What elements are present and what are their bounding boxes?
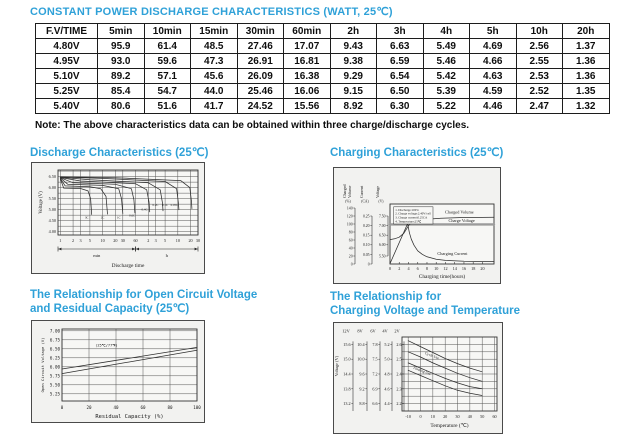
svg-text:0.05C: 0.05C: [170, 202, 179, 207]
svg-text:8.8: 8.8: [359, 401, 365, 407]
table-cell: 4.69: [470, 39, 517, 54]
svg-text:14.4: 14.4: [343, 371, 351, 377]
table-cell: 2.55: [516, 54, 563, 69]
discharge-chart-panel: [31, 162, 205, 274]
svg-text:4.4: 4.4: [384, 401, 390, 407]
svg-text:-10: -10: [405, 414, 411, 419]
svg-text:10.0: 10.0: [357, 356, 365, 362]
svg-text:Charging time(hours): Charging time(hours): [418, 274, 466, 280]
svg-text:3. Charge current:0.25CA: 3. Charge current:0.25CA: [395, 215, 428, 220]
table-cell: 5.22: [423, 99, 470, 114]
svg-text:14: 14: [452, 266, 457, 271]
table-cell: 17.07: [284, 39, 331, 54]
svg-text:6.75: 6.75: [49, 337, 60, 343]
svg-text:Current: Current: [359, 185, 364, 198]
svg-text:10.4: 10.4: [357, 341, 365, 347]
table-cell: 26.09: [237, 69, 284, 84]
svg-text:min: min: [93, 253, 101, 258]
svg-text:7.2: 7.2: [372, 371, 378, 377]
svg-text:5.50: 5.50: [49, 382, 60, 388]
section-title-ocv-line2: and Residual Capacity (25℃): [30, 303, 190, 315]
svg-text:0: 0: [419, 414, 422, 419]
svg-text:20: 20: [443, 414, 448, 419]
table-cell: 5.39: [423, 84, 470, 99]
table-cell: 2.47: [516, 99, 563, 114]
temp-chart-svg: [334, 323, 502, 433]
svg-text:20: 20: [188, 238, 193, 243]
svg-text:Voltage (V): Voltage (V): [334, 355, 339, 377]
table-cell: 24.52: [237, 99, 284, 114]
table-cell: 25.46: [237, 84, 284, 99]
svg-text:10: 10: [100, 238, 105, 243]
table-cell: 4.46: [470, 99, 517, 114]
svg-text:15.6: 15.6: [343, 341, 351, 347]
svg-text:Open Circuit Voltage (V): Open Circuit Voltage (V): [40, 337, 45, 393]
section-title-ocv-line1: The Relationship for Open Circuit Voltage: [30, 289, 258, 301]
svg-text:10: 10: [434, 266, 439, 271]
table-header-cell: 5min: [98, 24, 145, 39]
table-cell: 2.53: [516, 69, 563, 84]
svg-text:9.6: 9.6: [359, 371, 365, 377]
svg-text:(25℃/77℉): (25℃/77℉): [95, 343, 118, 348]
table-cell: 59.6: [144, 54, 191, 69]
table-note: Note: The above characteristics data can be obtained within three charge/discharge cycles.: [35, 120, 470, 131]
svg-text:7.5: 7.5: [372, 356, 378, 362]
svg-text:2: 2: [147, 238, 150, 243]
svg-text:5.25: 5.25: [49, 391, 60, 397]
table-header-cell: 3h: [377, 24, 424, 39]
table-cell: 61.4: [144, 39, 191, 54]
table-cell: 5.49: [423, 39, 470, 54]
table-header-cell: F.V/TIME: [36, 24, 98, 39]
svg-text:0.1C: 0.1C: [162, 202, 169, 207]
table-cell: 1.32: [563, 99, 610, 114]
svg-text:2.2: 2.2: [396, 401, 402, 407]
svg-text:6.00: 6.00: [49, 364, 60, 370]
svg-text:120: 120: [346, 214, 353, 219]
svg-text:0: 0: [350, 262, 353, 267]
ocv-chart-panel: [31, 320, 205, 423]
table-cell: 9.29: [330, 69, 377, 84]
svg-text:(CA): (CA): [361, 199, 369, 204]
table-row: [36, 99, 610, 114]
table-cell: 2.56: [516, 39, 563, 54]
svg-text:Cycle Use: Cycle Use: [424, 351, 440, 361]
ocv-chart-svg: [32, 321, 204, 422]
svg-text:20: 20: [113, 238, 118, 243]
section-title-charging: Charging Characteristics (25℃): [330, 147, 504, 159]
table-cell: 9.43: [330, 39, 377, 54]
svg-text:Charging Current: Charging Current: [437, 250, 468, 256]
table-cell: 2.52: [516, 84, 563, 99]
svg-text:80: 80: [348, 230, 353, 235]
svg-text:100: 100: [346, 222, 353, 227]
svg-text:15.0: 15.0: [343, 356, 351, 362]
svg-text:6.50: 6.50: [48, 174, 56, 180]
svg-text:7.50: 7.50: [378, 214, 386, 219]
table-header-cell: 20h: [563, 24, 610, 39]
svg-text:Temperature (℃): Temperature (℃): [430, 423, 469, 429]
table-cell: 51.6: [144, 99, 191, 114]
svg-text:2.5: 2.5: [396, 356, 402, 362]
svg-text:0.20: 0.20: [362, 224, 370, 228]
svg-text:2.6: 2.6: [396, 341, 402, 347]
svg-text:1: 1: [59, 238, 62, 243]
svg-text:6.50: 6.50: [49, 346, 60, 352]
svg-text:20: 20: [480, 266, 485, 271]
table-cell: 6.63: [377, 39, 424, 54]
svg-text:5.2: 5.2: [384, 341, 390, 347]
svg-text:4.50: 4.50: [48, 218, 56, 224]
svg-text:Floating Use: Floating Use: [412, 365, 432, 377]
page-title: CONSTANT POWER DISCHARGE CHARACTERISTICS (WATT, 25℃): [30, 6, 393, 18]
table-header-cell: 5h: [470, 24, 517, 39]
svg-text:Charged: Charged: [342, 184, 347, 198]
table-header-cell: 10min: [144, 24, 191, 39]
svg-text:12: 12: [443, 266, 448, 271]
charging-chart-panel: [333, 167, 501, 284]
svg-text:7.00: 7.00: [49, 328, 60, 334]
svg-text:0.05: 0.05: [362, 252, 370, 257]
svg-text:Volume: Volume: [347, 185, 352, 198]
table-header-cell: 4h: [423, 24, 470, 39]
svg-text:8: 8: [425, 266, 429, 271]
svg-text:60: 60: [348, 238, 353, 243]
svg-text:6.6: 6.6: [372, 401, 378, 407]
svg-text:9.2: 9.2: [359, 386, 365, 392]
svg-text:5.00: 5.00: [48, 207, 56, 213]
svg-text:16: 16: [461, 266, 467, 271]
svg-text:30: 30: [195, 238, 201, 243]
table-cell: 1.36: [563, 69, 610, 84]
table-cell: 4.95V: [36, 54, 98, 69]
table-header-cell: 2h: [330, 24, 377, 39]
table-cell: 6.59: [377, 54, 424, 69]
table-cell: 8.92: [330, 99, 377, 114]
table-cell: 16.06: [284, 84, 331, 99]
table-row: [36, 69, 610, 84]
svg-text:6: 6: [416, 266, 419, 271]
discharge-chart-svg: [32, 163, 204, 273]
table-cell: 47.3: [191, 54, 238, 69]
svg-text:8V: 8V: [357, 328, 363, 334]
svg-text:18: 18: [471, 266, 476, 271]
svg-text:100: 100: [193, 405, 201, 410]
table-cell: 85.4: [98, 84, 145, 99]
svg-text:13.8: 13.8: [343, 386, 351, 392]
svg-text:6V: 6V: [370, 328, 376, 334]
table-cell: 6.30: [377, 99, 424, 114]
svg-text:Discharge time: Discharge time: [111, 263, 145, 269]
section-title-discharge: Discharge Characteristics (25℃): [30, 147, 209, 159]
svg-text:140: 140: [346, 206, 353, 211]
svg-text:2: 2: [398, 266, 401, 271]
svg-text:0.6C: 0.6C: [129, 213, 136, 218]
table-cell: 16.38: [284, 69, 331, 84]
table-cell: 9.15: [330, 84, 377, 99]
svg-text:(V): (V): [378, 199, 384, 204]
svg-text:Charged Volume: Charged Volume: [444, 209, 474, 215]
svg-text:3: 3: [79, 238, 82, 243]
table-header-row: [36, 24, 610, 39]
svg-text:5: 5: [88, 238, 91, 243]
svg-text:6.00: 6.00: [378, 243, 386, 248]
svg-text:80: 80: [167, 405, 173, 410]
svg-text:3C: 3C: [84, 215, 89, 220]
table-cell: 57.1: [144, 69, 191, 84]
table-cell: 48.5: [191, 39, 238, 54]
svg-text:4V: 4V: [382, 328, 388, 334]
table-cell: 4.59: [470, 84, 517, 99]
svg-text:4.6: 4.6: [384, 386, 390, 392]
svg-text:2. Charge voltage:2.40V/cell: 2. Charge voltage:2.40V/cell: [395, 211, 431, 216]
table-cell: 1.37: [563, 39, 610, 54]
svg-text:7.8: 7.8: [372, 341, 378, 347]
svg-text:40: 40: [348, 246, 353, 251]
section-title-temp-line1: The Relationship for: [330, 291, 442, 303]
svg-text:30: 30: [120, 238, 125, 243]
table-cell: 4.66: [470, 54, 517, 69]
table-cell: 5.10V: [36, 69, 98, 84]
table-cell: 80.6: [98, 99, 145, 114]
svg-text:13.2: 13.2: [343, 401, 351, 407]
table-header-cell: 60min: [284, 24, 331, 39]
svg-text:60: 60: [492, 414, 497, 419]
table-cell: 5.40V: [36, 99, 98, 114]
svg-text:0: 0: [388, 266, 392, 271]
svg-text:5.0: 5.0: [384, 356, 390, 362]
table-cell: 41.7: [191, 99, 238, 114]
svg-text:20: 20: [348, 254, 353, 259]
svg-text:60: 60: [140, 405, 146, 410]
svg-text:0.2C: 0.2C: [152, 202, 159, 207]
svg-text:(%): (%): [345, 199, 351, 204]
svg-text:6.50: 6.50: [378, 233, 386, 238]
svg-text:0.15: 0.15: [362, 233, 370, 238]
section-title-temp-line2: Charging Voltage and Temperature: [330, 305, 520, 317]
svg-text:Voltage: Voltage: [375, 185, 380, 198]
table-cell: 5.25V: [36, 84, 98, 99]
svg-text:4.8: 4.8: [384, 371, 390, 377]
table-cell: 16.81: [284, 54, 331, 69]
table-cell: 15.56: [284, 99, 331, 114]
svg-text:40: 40: [113, 405, 119, 410]
section-title-ocv: [30, 288, 257, 316]
table-row: [36, 39, 610, 54]
svg-text:12V: 12V: [342, 328, 350, 334]
table-cell: 44.0: [191, 84, 238, 99]
discharge-table: [35, 23, 610, 114]
svg-text:7.00: 7.00: [378, 224, 386, 228]
svg-text:10: 10: [175, 238, 180, 243]
svg-text:3: 3: [154, 238, 157, 243]
svg-text:0.4C: 0.4C: [141, 207, 148, 212]
table-cell: 1.35: [563, 84, 610, 99]
table-cell: 4.63: [470, 69, 517, 84]
table-header-cell: 30min: [237, 24, 284, 39]
table-cell: 6.54: [377, 69, 424, 84]
section-title-temp: [330, 290, 520, 318]
table-cell: 93.0: [98, 54, 145, 69]
svg-text:2: 2: [72, 238, 75, 243]
table-cell: 1.36: [563, 54, 610, 69]
table-header-cell: 15min: [191, 24, 238, 39]
svg-text:2.3: 2.3: [396, 386, 402, 392]
table-cell: 6.50: [377, 84, 424, 99]
table-cell: 95.9: [98, 39, 145, 54]
table-row: [36, 54, 610, 69]
svg-text:2C: 2C: [100, 215, 105, 220]
table-cell: 45.6: [191, 69, 238, 84]
table-cell: 4.80V: [36, 39, 98, 54]
svg-text:0: 0: [60, 405, 64, 410]
svg-text:2.4: 2.4: [396, 371, 402, 377]
svg-text:0: 0: [367, 262, 370, 267]
svg-text:0.10: 0.10: [362, 243, 370, 248]
svg-text:5.75: 5.75: [49, 373, 60, 379]
svg-text:10: 10: [430, 414, 435, 419]
table-cell: 9.38: [330, 54, 377, 69]
svg-text:Residual Capacity (%): Residual Capacity (%): [95, 414, 164, 420]
svg-text:20: 20: [86, 405, 92, 410]
svg-text:0.25: 0.25: [362, 214, 370, 219]
svg-text:6.9: 6.9: [372, 386, 378, 392]
table-header-cell: 10h: [516, 24, 563, 39]
svg-text:5: 5: [164, 238, 167, 243]
table-row: [36, 84, 610, 99]
svg-text:h: h: [165, 253, 168, 258]
svg-text:4.00: 4.00: [48, 229, 56, 235]
table-cell: 27.46: [237, 39, 284, 54]
charging-chart-svg: [334, 168, 500, 283]
temp-chart-panel: [333, 322, 503, 434]
svg-text:50: 50: [480, 414, 485, 419]
svg-text:60: 60: [133, 238, 138, 243]
svg-text:6.25: 6.25: [49, 355, 60, 361]
svg-text:4: 4: [407, 266, 410, 271]
table-cell: 26.91: [237, 54, 284, 69]
svg-text:6.00: 6.00: [48, 185, 56, 191]
table-cell: 5.42: [423, 69, 470, 84]
svg-text:Voltage (V): Voltage (V): [39, 191, 44, 214]
table-cell: 89.2: [98, 69, 145, 84]
svg-text:Charge Voltage: Charge Voltage: [448, 218, 475, 224]
svg-text:5.50: 5.50: [378, 254, 386, 259]
svg-text:40: 40: [467, 414, 472, 419]
table-cell: 54.7: [144, 84, 191, 99]
svg-text:30: 30: [455, 414, 460, 419]
svg-text:1C: 1C: [116, 215, 121, 220]
svg-text:4. Temperature:25℃: 4. Temperature:25℃: [395, 219, 422, 224]
svg-text:5.50: 5.50: [48, 196, 56, 202]
table-cell: 5.46: [423, 54, 470, 69]
svg-text:2V: 2V: [394, 328, 400, 334]
svg-text:1. Discharge:100%: 1. Discharge:100%: [395, 207, 419, 212]
